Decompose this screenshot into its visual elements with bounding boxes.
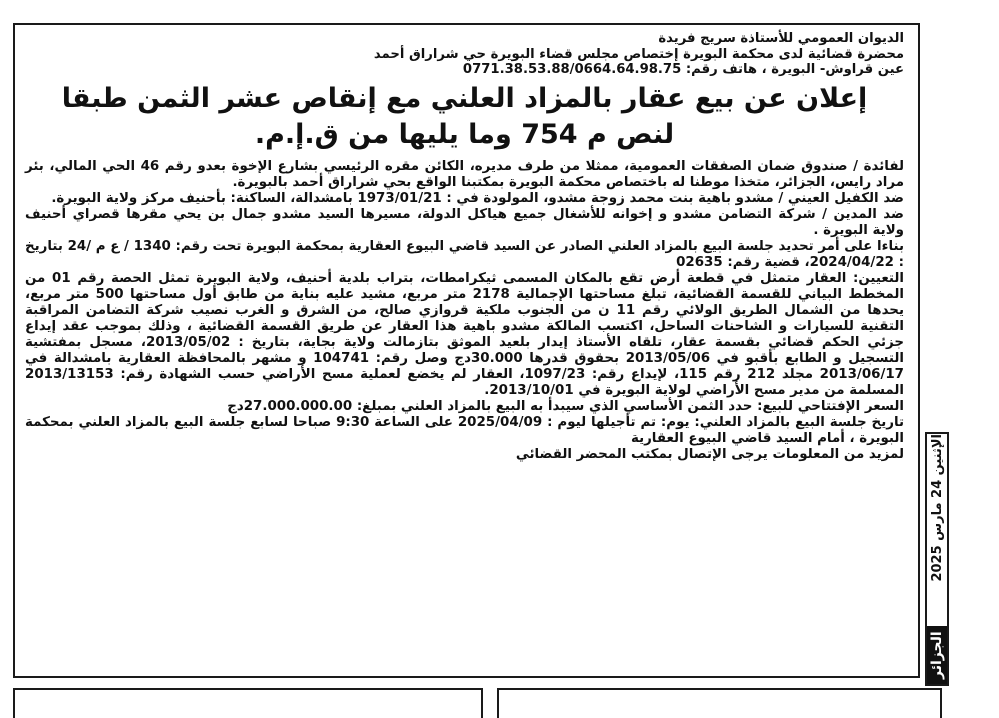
legal-notice bbox=[13, 23, 920, 678]
issue-date: الإثنين 24 مارس 2025 bbox=[929, 434, 945, 582]
sidebar-content bbox=[926, 434, 948, 684]
notice-title-line-1: إعلان عن بيع عقار بالمزاد العلني مع إنقاص عشر الثمن طبقا bbox=[61, 82, 868, 114]
notice-body bbox=[25, 159, 904, 463]
notice-title-line-2: لنص م 754 وما يليها من ق.إ.م. bbox=[254, 118, 675, 150]
newspaper-masthead: الجزائر bbox=[927, 626, 947, 684]
office-jurisdiction: محضرة قضائية لدى محكمة البويرة إختصاص مجلس قضاء البويرة حي شراراق أحمد bbox=[373, 46, 904, 62]
property-description-paragraph: التعيين: العقار متمثل في قطعة أرض تقع بالمكان المسمى ثيكرامطات، بتراب بلدية أحنيف، ولاية البويرة تمثل الحصة رقم 01 من المخطط البياني للقسمة القضائية، تبلغ مساحتها الإجمالية 2178 متر مربع، مشيد عليه بناية من طابق أول مساحتها 500 متر مربع، يحدها من الشمال الطريق الولائي رقم 11 ن من الجنوب ملكية قروازي صالح، من الشرق و الغرب نصيب شركة التضامن المراقبة التقنية للسيارات و الشاحنات الساحل، اكتسب المالكة مشدو باهية هذا العقار عن طريق القسمة القضائية ، وذلك بموجب عقد إيداع جزئي الحكم قضائي بقسمة عقار، تلقاه الأستاذ إيدار بلعيد الموثق بتازمالت ولاية بجاية، بتاريخ : 2013/05/02، مسجل بمفتشية التسجيل و الطابع بأقبو في 2013/05/06 بحقوق قدرها 30.000دج وصل رقم: 104741 و مشهر بالمحافظة العقارية بامشدالة في 2013/06/17 مجلد 212 رقم 115، لإيداع رقم: 1097/23، العقار لم يخضع لعملية مسح الأراضي حسب الشهادة رقم: 2013/13153 المسلمة من مدير مسح الأراضي لولاية البويرة في 2013/10/01. bbox=[25, 270, 905, 398]
next-notice-frame-right bbox=[497, 688, 942, 718]
newspaper-sidebar bbox=[925, 432, 949, 686]
contact-info-paragraph: لمزيد من المعلومات يرجى الإتصال بمكتب المحضر القضائي bbox=[515, 446, 904, 462]
notice-title bbox=[25, 81, 904, 153]
guarantor-paragraph: ضد الكفيل العيني / مشدو باهية بنت محمد زوجة مشدو، المولودة في : 1973/01/21 بامشدالة، الساكنة: بأحنيف مركز ولاية البويرة. bbox=[51, 190, 904, 206]
opening-price-paragraph: السعر الإفتتاحي للبيع: حدد الثمن الأساسي الذي سيبدأ به البيع بالمزاد العلني بمبلغ: 27.000.000.00دج bbox=[227, 398, 904, 414]
court-order-paragraph: بناءا على أمر تحديد جلسة البيع بالمزاد العلني الصادر عن السيد قاضي البيوع العقارية بمحكمة البويرة تحت رقم: 1340 / ع م /24 بتاريخ : 2024/04/22، قضية رقم: 02635 bbox=[25, 238, 904, 270]
next-notice-frame-left bbox=[13, 688, 483, 718]
debtor-paragraph: ضد المدين / شركة التضامن مشدو و إخوانه للأشغال جميع هياكل الدولة، مسيرها السيد مشدو جمال بن يحي مقرها قصراي أحنيف ولاية البويرة . bbox=[25, 206, 904, 238]
beneficiary-paragraph: لفائدة / صندوق ضمان الصفقات العمومية، ممثلا من طرف مديره، الكائن مقره الرئيسي بشارع الإخوة بعدو رقم 46 الحي المالي، بئر مراد رايس، الجزائر، متخذا موطنا له باختصاص محكمة البويرة بمكتبنا الواقع بحي شراراق أحمد بالبويرة. bbox=[25, 158, 904, 190]
bailiff-office-header bbox=[25, 31, 904, 78]
auction-session-paragraph: تاريخ جلسة البيع بالمزاد العلني: يوم: تم تأجيلها ليوم : 2025/04/09 على الساعة 9:30 صباحا لسابع جلسة البيع بالمزاد العلني بمحكمة البويرة ، أمام السيد قاضي البيوع العقارية bbox=[25, 414, 904, 446]
office-name: الديوان العمومي للأستاذة سريج فريدة bbox=[658, 31, 904, 46]
office-contact: عين قراوش- البويرة ، هاتف رقم: 0771.38.53.88/0664.64.98.75 bbox=[462, 62, 904, 77]
